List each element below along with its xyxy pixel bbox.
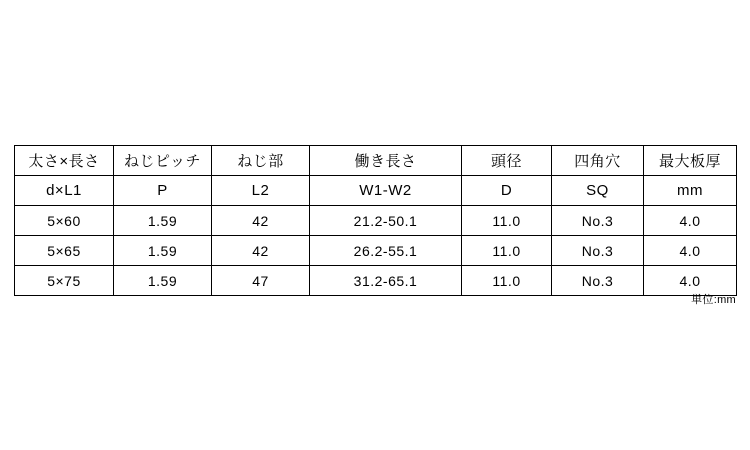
column-header: ねじピッチ [114,146,212,176]
table-row [15,206,737,236]
table-cell: 4.0 [644,236,737,266]
table-cell: 1.59 [114,266,212,296]
unit-note: 単位:mm [691,294,736,306]
column-subheader: d×L1 [15,176,114,206]
table-cell: No.3 [552,266,644,296]
table-cell: 26.2-55.1 [310,236,462,266]
table-cell: 21.2-50.1 [310,206,462,236]
table-cell: 42 [212,236,310,266]
table-cell: No.3 [552,236,644,266]
table-cell: 31.2-65.1 [310,266,462,296]
table-header-row [15,146,737,176]
table-cell: 4.0 [644,266,737,296]
table-cell: 5×65 [15,236,114,266]
column-header: ねじ部 [212,146,310,176]
spec-table-container [14,145,736,296]
table-cell: 5×60 [15,206,114,236]
column-subheader: D [462,176,552,206]
table-row [15,236,737,266]
table-subheader-row [15,176,737,206]
column-subheader: W1-W2 [310,176,462,206]
column-header: 太さ×長さ [15,146,114,176]
table-cell: 47 [212,266,310,296]
column-header: 働き長さ [310,146,462,176]
table-cell: 11.0 [462,266,552,296]
column-header: 最大板厚 [644,146,737,176]
column-header: 頭径 [462,146,552,176]
table-cell: 4.0 [644,206,737,236]
table-cell: No.3 [552,206,644,236]
column-subheader: P [114,176,212,206]
specification-table [14,145,737,296]
column-header: 四角穴 [552,146,644,176]
table-cell: 42 [212,206,310,236]
table-cell: 11.0 [462,206,552,236]
table-cell: 11.0 [462,236,552,266]
table-cell: 5×75 [15,266,114,296]
column-subheader: mm [644,176,737,206]
column-subheader: SQ [552,176,644,206]
table-cell: 1.59 [114,206,212,236]
table-cell: 1.59 [114,236,212,266]
table-row [15,266,737,296]
column-subheader: L2 [212,176,310,206]
